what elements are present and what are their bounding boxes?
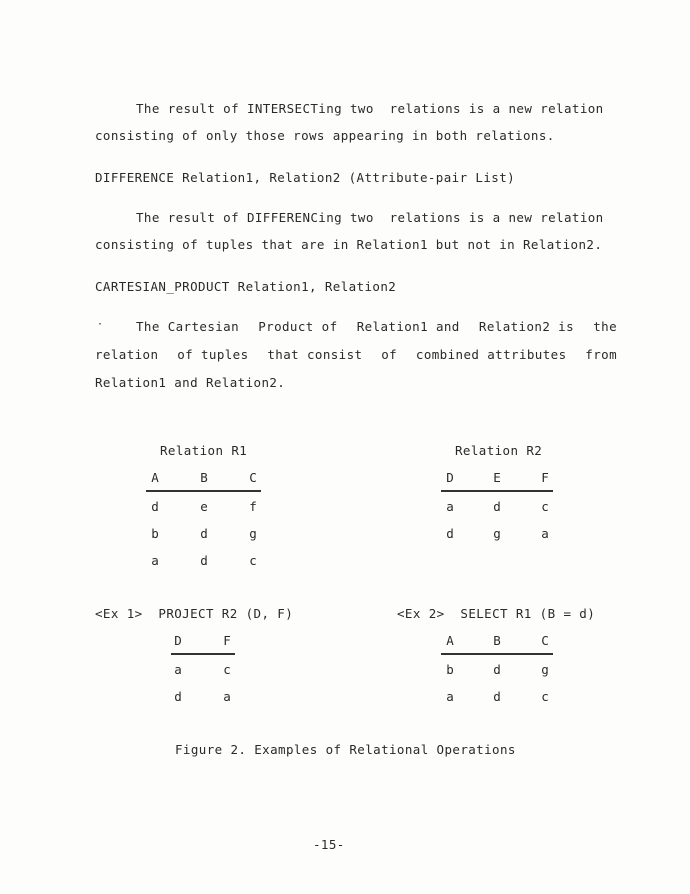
cartesian-para-line1 [136,319,617,334]
ex1-cell: d [174,689,182,704]
cartesian-word: of tuples [177,347,249,362]
difference-para-line1: The result of DIFFERENCing two relations is a new relation [136,210,604,225]
r1-cell: g [249,526,257,541]
ex1-title: <Ex 1> PROJECT R2 (D, F) [95,606,294,621]
r2-table [435,470,565,555]
cartesian-word: relation [95,347,159,362]
ex1-cell: a [223,689,231,704]
ex2-header: C [541,633,549,648]
r1-cell: d [200,526,208,541]
cartesian-word: Product of [258,319,338,334]
stray-mark: · [97,319,104,330]
cartesian-word: combined attributes [415,347,567,362]
ex1-cell: c [223,662,231,677]
r1-header: C [249,470,257,485]
ex2-rule [441,653,553,655]
r1-table [140,470,270,580]
cartesian-para-line3: Relation1 and Relation2. [95,375,286,390]
cartesian-word: The Cartesian [136,319,240,334]
ex2-header: A [446,633,454,648]
r2-rule [441,490,553,492]
ex1-header: F [223,633,231,648]
r1-cell: c [249,553,257,568]
r1-cell: a [151,553,159,568]
ex1-rule [171,653,235,655]
intersect-para-line2: consisting of only those rows appearing in both relations. [95,128,555,143]
ex2-header: B [493,633,501,648]
r2-cell: a [446,499,454,514]
ex2-cell: d [493,689,501,704]
r2-cell: d [446,526,454,541]
r2-cell: d [493,499,501,514]
r2-cell: g [493,526,501,541]
difference-para-line2: consisting of tuples that are in Relation1 but not in Relation2. [95,237,603,252]
r2-header: D [446,470,454,485]
r1-cell: f [249,499,257,514]
cartesian-word: Relation2 is [478,319,575,334]
r2-title: Relation R2 [455,443,543,458]
ex2-cell: b [446,662,454,677]
r1-rule [146,490,261,492]
r1-header: A [151,470,159,485]
intersect-para-line1: The result of INTERSECTing two relations is a new relation [136,101,604,116]
r1-cell: e [200,499,208,514]
cartesian-word: Relation1 and [356,319,460,334]
r2-cell: a [541,526,549,541]
page-number: -15- [313,837,345,852]
r2-header: E [493,470,501,485]
ex2-cell: d [493,662,501,677]
figure-caption: Figure 2. Examples of Relational Operations [175,742,516,757]
r1-cell: b [151,526,159,541]
r1-title: Relation R1 [160,443,248,458]
r1-cell: d [151,499,159,514]
ex1-table [163,633,253,713]
ex2-cell: a [446,689,454,704]
cartesian-word: of [381,347,398,362]
r1-cell: d [200,553,208,568]
ex2-table [435,633,565,713]
ex2-cell: g [541,662,549,677]
cartesian-word: the [593,319,617,334]
cartesian-heading: CARTESIAN_PRODUCT Relation1, Relation2 [95,279,397,294]
ex2-cell: c [541,689,549,704]
ex2-title: <Ex 2> SELECT R1 (B = d) [397,606,596,621]
cartesian-word: from [585,347,617,362]
cartesian-para-line2 [95,347,617,362]
r2-header: F [541,470,549,485]
ex1-header: D [174,633,182,648]
cartesian-word: that consist [267,347,363,362]
r2-cell: c [541,499,549,514]
ex1-cell: a [174,662,182,677]
r1-header: B [200,470,208,485]
difference-heading: DIFFERENCE Relation1, Relation2 (Attribute-pair List) [95,170,516,185]
